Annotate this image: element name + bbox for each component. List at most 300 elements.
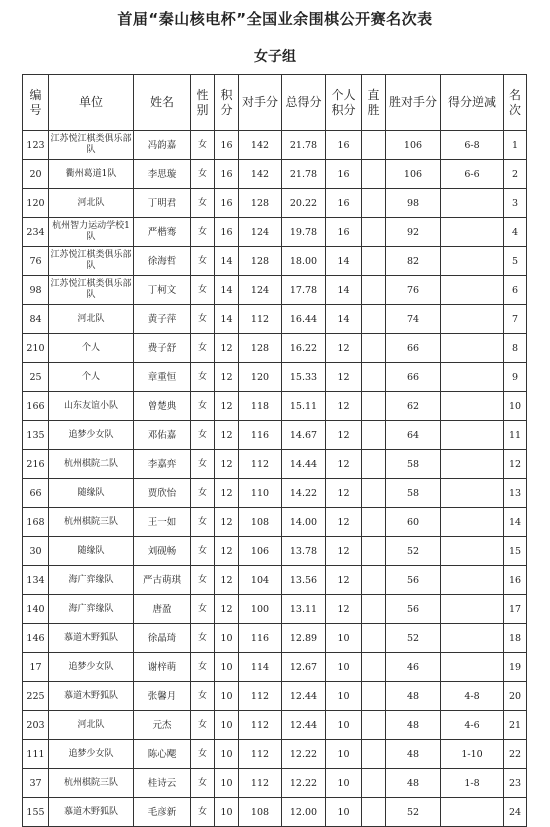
cell-total-score: 15.11 [282,392,326,421]
cell-rank: 24 [504,798,527,827]
cell-rank: 2 [504,160,527,189]
cell-id: 25 [23,363,49,392]
cell-unit: 慕道木野狐队 [49,682,134,711]
header-score-reverse: 得分逆减 [441,75,504,131]
cell-gender: 女 [191,769,215,798]
cell-rank: 5 [504,247,527,276]
cell-opponent-score: 112 [239,305,282,334]
cell-score-reverse [441,537,504,566]
cell-personal-points: 14 [326,247,362,276]
header-gender: 性别 [191,75,215,131]
header-unit: 单位 [49,75,134,131]
cell-points: 12 [215,450,239,479]
cell-opponent-score: 142 [239,160,282,189]
cell-name: 刘砚畅 [134,537,191,566]
cell-id: 210 [23,334,49,363]
header-beaten-opponent-score: 胜对手分 [386,75,441,131]
cell-unit: 江苏悦江棋类俱乐部队 [49,131,134,160]
cell-personal-points: 10 [326,624,362,653]
cell-beaten-opponent-score: 58 [386,450,441,479]
cell-opponent-score: 142 [239,131,282,160]
cell-opponent-score: 100 [239,595,282,624]
table-row [23,334,527,363]
cell-rank: 1 [504,131,527,160]
cell-name: 贾欣怡 [134,479,191,508]
cell-points: 12 [215,566,239,595]
cell-personal-points: 10 [326,682,362,711]
cell-personal-points: 16 [326,218,362,247]
cell-total-score: 17.78 [282,276,326,305]
cell-score-reverse: 6-6 [441,160,504,189]
cell-direct-win [362,189,386,218]
cell-name: 谢梓萌 [134,653,191,682]
table-row [23,392,527,421]
cell-score-reverse [441,247,504,276]
cell-beaten-opponent-score: 48 [386,682,441,711]
table-row [23,160,527,189]
cell-unit: 杭州智力运动学校1队 [49,218,134,247]
cell-rank: 3 [504,189,527,218]
cell-id: 134 [23,566,49,595]
cell-score-reverse [441,653,504,682]
cell-direct-win [362,769,386,798]
cell-opponent-score: 108 [239,798,282,827]
cell-score-reverse: 6-8 [441,131,504,160]
cell-opponent-score: 106 [239,537,282,566]
cell-name: 毛彦新 [134,798,191,827]
cell-beaten-opponent-score: 48 [386,711,441,740]
cell-rank: 22 [504,740,527,769]
cell-gender: 女 [191,421,215,450]
cell-total-score: 13.56 [282,566,326,595]
cell-gender: 女 [191,160,215,189]
cell-score-reverse [441,334,504,363]
cell-id: 166 [23,392,49,421]
cell-opponent-score: 124 [239,218,282,247]
cell-name: 严古萌琪 [134,566,191,595]
cell-id: 123 [23,131,49,160]
cell-total-score: 19.78 [282,218,326,247]
cell-score-reverse: 1-10 [441,740,504,769]
cell-score-reverse [441,276,504,305]
cell-total-score: 12.44 [282,711,326,740]
cell-gender: 女 [191,595,215,624]
header-personal-points: 个人积分 [326,75,362,131]
cell-rank: 12 [504,450,527,479]
cell-unit: 衢州葛道1队 [49,160,134,189]
cell-rank: 4 [504,218,527,247]
cell-id: 203 [23,711,49,740]
cell-beaten-opponent-score: 56 [386,566,441,595]
cell-total-score: 13.78 [282,537,326,566]
cell-direct-win [362,653,386,682]
cell-score-reverse [441,363,504,392]
cell-total-score: 16.22 [282,334,326,363]
table-row [23,595,527,624]
cell-unit: 河北队 [49,711,134,740]
cell-name: 元杰 [134,711,191,740]
cell-name: 徐海哲 [134,247,191,276]
cell-direct-win [362,276,386,305]
cell-score-reverse [441,392,504,421]
cell-points: 12 [215,363,239,392]
table-row [23,682,527,711]
cell-beaten-opponent-score: 52 [386,798,441,827]
cell-total-score: 18.00 [282,247,326,276]
header-name: 姓名 [134,75,191,131]
cell-total-score: 15.33 [282,363,326,392]
cell-gender: 女 [191,247,215,276]
cell-beaten-opponent-score: 48 [386,740,441,769]
table-row [23,769,527,798]
table-row [23,247,527,276]
table-row [23,450,527,479]
cell-id: 225 [23,682,49,711]
cell-direct-win [362,682,386,711]
cell-score-reverse [441,798,504,827]
header-id: 编号 [23,75,49,131]
cell-gender: 女 [191,508,215,537]
cell-points: 10 [215,653,239,682]
cell-personal-points: 16 [326,160,362,189]
cell-id: 140 [23,595,49,624]
cell-opponent-score: 114 [239,653,282,682]
cell-rank: 14 [504,508,527,537]
cell-opponent-score: 124 [239,276,282,305]
cell-id: 84 [23,305,49,334]
cell-id: 168 [23,508,49,537]
cell-gender: 女 [191,479,215,508]
cell-total-score: 12.67 [282,653,326,682]
cell-points: 16 [215,160,239,189]
header-direct-win: 直胜 [362,75,386,131]
cell-unit: 山东友谊小队 [49,392,134,421]
cell-personal-points: 12 [326,479,362,508]
cell-points: 10 [215,769,239,798]
cell-points: 12 [215,421,239,450]
cell-unit: 河北队 [49,305,134,334]
cell-rank: 7 [504,305,527,334]
cell-direct-win [362,740,386,769]
cell-score-reverse [441,624,504,653]
cell-direct-win [362,363,386,392]
cell-total-score: 14.00 [282,508,326,537]
cell-beaten-opponent-score: 66 [386,363,441,392]
cell-direct-win [362,508,386,537]
table-row [23,479,527,508]
cell-beaten-opponent-score: 60 [386,508,441,537]
ranking-table [22,74,527,827]
cell-opponent-score: 110 [239,479,282,508]
cell-name: 曾楚典 [134,392,191,421]
table-row [23,189,527,218]
cell-rank: 6 [504,276,527,305]
cell-score-reverse: 4-8 [441,682,504,711]
cell-id: 30 [23,537,49,566]
cell-gender: 女 [191,305,215,334]
table-body [23,131,527,827]
cell-beaten-opponent-score: 58 [386,479,441,508]
cell-opponent-score: 108 [239,508,282,537]
table-row [23,566,527,595]
cell-name: 李嘉弈 [134,450,191,479]
cell-id: 135 [23,421,49,450]
cell-name: 丁明君 [134,189,191,218]
cell-opponent-score: 112 [239,769,282,798]
header-rank: 名次 [504,75,527,131]
cell-personal-points: 10 [326,769,362,798]
cell-personal-points: 10 [326,798,362,827]
cell-points: 14 [215,247,239,276]
cell-beaten-opponent-score: 82 [386,247,441,276]
table-row [23,305,527,334]
cell-beaten-opponent-score: 48 [386,769,441,798]
cell-gender: 女 [191,392,215,421]
cell-points: 16 [215,131,239,160]
cell-rank: 21 [504,711,527,740]
cell-id: 20 [23,160,49,189]
header-total-score: 总得分 [282,75,326,131]
cell-points: 12 [215,392,239,421]
cell-points: 10 [215,798,239,827]
cell-unit: 江苏悦江棋类俱乐部队 [49,276,134,305]
cell-direct-win [362,595,386,624]
cell-direct-win [362,624,386,653]
cell-points: 16 [215,189,239,218]
table-row [23,508,527,537]
cell-points: 10 [215,711,239,740]
cell-rank: 17 [504,595,527,624]
cell-name: 费子舒 [134,334,191,363]
cell-rank: 8 [504,334,527,363]
table-row [23,653,527,682]
cell-opponent-score: 118 [239,392,282,421]
cell-rank: 16 [504,566,527,595]
cell-beaten-opponent-score: 52 [386,624,441,653]
cell-opponent-score: 128 [239,334,282,363]
cell-id: 76 [23,247,49,276]
cell-beaten-opponent-score: 46 [386,653,441,682]
cell-id: 216 [23,450,49,479]
cell-beaten-opponent-score: 98 [386,189,441,218]
cell-name: 陈心飔 [134,740,191,769]
cell-rank: 15 [504,537,527,566]
cell-points: 12 [215,479,239,508]
cell-total-score: 12.00 [282,798,326,827]
table-row [23,711,527,740]
cell-total-score: 12.22 [282,740,326,769]
cell-id: 234 [23,218,49,247]
cell-unit: 随缘队 [49,479,134,508]
cell-id: 37 [23,769,49,798]
table-row [23,276,527,305]
cell-score-reverse [441,218,504,247]
cell-gender: 女 [191,218,215,247]
cell-opponent-score: 112 [239,711,282,740]
cell-score-reverse [441,189,504,218]
cell-name: 唐盈 [134,595,191,624]
cell-personal-points: 12 [326,334,362,363]
cell-points: 10 [215,624,239,653]
cell-rank: 19 [504,653,527,682]
cell-unit: 杭州棋院三队 [49,769,134,798]
cell-personal-points: 14 [326,305,362,334]
cell-beaten-opponent-score: 52 [386,537,441,566]
cell-direct-win [362,131,386,160]
table-row [23,363,527,392]
cell-personal-points: 12 [326,363,362,392]
cell-direct-win [362,798,386,827]
cell-personal-points: 16 [326,189,362,218]
table-row [23,740,527,769]
cell-personal-points: 10 [326,711,362,740]
cell-unit: 随缘队 [49,537,134,566]
cell-beaten-opponent-score: 92 [386,218,441,247]
cell-id: 111 [23,740,49,769]
cell-gender: 女 [191,566,215,595]
cell-direct-win [362,247,386,276]
cell-opponent-score: 104 [239,566,282,595]
cell-unit: 海广弈缘队 [49,595,134,624]
cell-total-score: 12.89 [282,624,326,653]
cell-score-reverse [441,508,504,537]
cell-personal-points: 14 [326,276,362,305]
cell-unit: 海广弈缘队 [49,566,134,595]
table-header-row [23,75,527,131]
cell-name: 严楷骞 [134,218,191,247]
cell-personal-points: 12 [326,392,362,421]
cell-direct-win [362,334,386,363]
cell-unit: 杭州棋院三队 [49,508,134,537]
cell-points: 10 [215,740,239,769]
cell-id: 146 [23,624,49,653]
cell-id: 120 [23,189,49,218]
cell-beaten-opponent-score: 64 [386,421,441,450]
cell-personal-points: 12 [326,595,362,624]
cell-points: 12 [215,595,239,624]
cell-name: 桂诗云 [134,769,191,798]
cell-direct-win [362,537,386,566]
header-points: 积分 [215,75,239,131]
table-row [23,218,527,247]
table-row [23,537,527,566]
cell-direct-win [362,160,386,189]
cell-gender: 女 [191,682,215,711]
cell-gender: 女 [191,798,215,827]
cell-gender: 女 [191,537,215,566]
cell-personal-points: 12 [326,566,362,595]
cell-total-score: 14.22 [282,479,326,508]
cell-rank: 11 [504,421,527,450]
cell-id: 98 [23,276,49,305]
cell-rank: 13 [504,479,527,508]
table-row [23,131,527,160]
cell-unit: 慕道木野狐队 [49,624,134,653]
cell-unit: 追梦少女队 [49,653,134,682]
table-row [23,421,527,450]
cell-direct-win [362,218,386,247]
cell-rank: 23 [504,769,527,798]
cell-unit: 江苏悦江棋类俱乐部队 [49,247,134,276]
cell-personal-points: 10 [326,740,362,769]
cell-name: 丁柯文 [134,276,191,305]
cell-personal-points: 16 [326,131,362,160]
cell-total-score: 21.78 [282,131,326,160]
cell-id: 155 [23,798,49,827]
cell-opponent-score: 112 [239,740,282,769]
cell-unit: 追梦少女队 [49,740,134,769]
cell-points: 14 [215,276,239,305]
cell-gender: 女 [191,363,215,392]
cell-points: 16 [215,218,239,247]
cell-name: 徐晶琦 [134,624,191,653]
cell-direct-win [362,305,386,334]
cell-name: 邓佑嘉 [134,421,191,450]
cell-unit: 个人 [49,334,134,363]
cell-opponent-score: 128 [239,247,282,276]
cell-unit: 慕道木野狐队 [49,798,134,827]
cell-gender: 女 [191,131,215,160]
cell-beaten-opponent-score: 66 [386,334,441,363]
cell-personal-points: 12 [326,450,362,479]
cell-direct-win [362,421,386,450]
cell-score-reverse [441,595,504,624]
cell-name: 王一如 [134,508,191,537]
table-row [23,624,527,653]
cell-beaten-opponent-score: 62 [386,392,441,421]
cell-score-reverse [441,566,504,595]
cell-unit: 追梦少女队 [49,421,134,450]
cell-direct-win [362,450,386,479]
cell-name: 章重恒 [134,363,191,392]
cell-total-score: 16.44 [282,305,326,334]
cell-personal-points: 12 [326,421,362,450]
cell-name: 冯韵嘉 [134,131,191,160]
cell-total-score: 14.67 [282,421,326,450]
cell-rank: 10 [504,392,527,421]
cell-beaten-opponent-score: 106 [386,160,441,189]
cell-unit: 河北队 [49,189,134,218]
cell-gender: 女 [191,276,215,305]
cell-beaten-opponent-score: 56 [386,595,441,624]
cell-direct-win [362,711,386,740]
cell-name: 张馨月 [134,682,191,711]
cell-rank: 20 [504,682,527,711]
cell-score-reverse [441,479,504,508]
cell-personal-points: 12 [326,508,362,537]
cell-gender: 女 [191,334,215,363]
cell-direct-win [362,479,386,508]
page-title: 首届“秦山核电杯”全国业余围棋公开赛名次表 [117,10,433,28]
cell-direct-win [362,392,386,421]
cell-opponent-score: 112 [239,450,282,479]
cell-score-reverse [441,450,504,479]
cell-total-score: 21.78 [282,160,326,189]
cell-points: 14 [215,305,239,334]
cell-rank: 18 [504,624,527,653]
cell-score-reverse [441,305,504,334]
cell-direct-win [362,566,386,595]
cell-opponent-score: 116 [239,624,282,653]
cell-id: 17 [23,653,49,682]
cell-score-reverse: 4-6 [441,711,504,740]
cell-total-score: 12.22 [282,769,326,798]
cell-beaten-opponent-score: 106 [386,131,441,160]
cell-gender: 女 [191,740,215,769]
cell-total-score: 14.44 [282,450,326,479]
cell-name: 黄子萍 [134,305,191,334]
cell-total-score: 12.44 [282,682,326,711]
